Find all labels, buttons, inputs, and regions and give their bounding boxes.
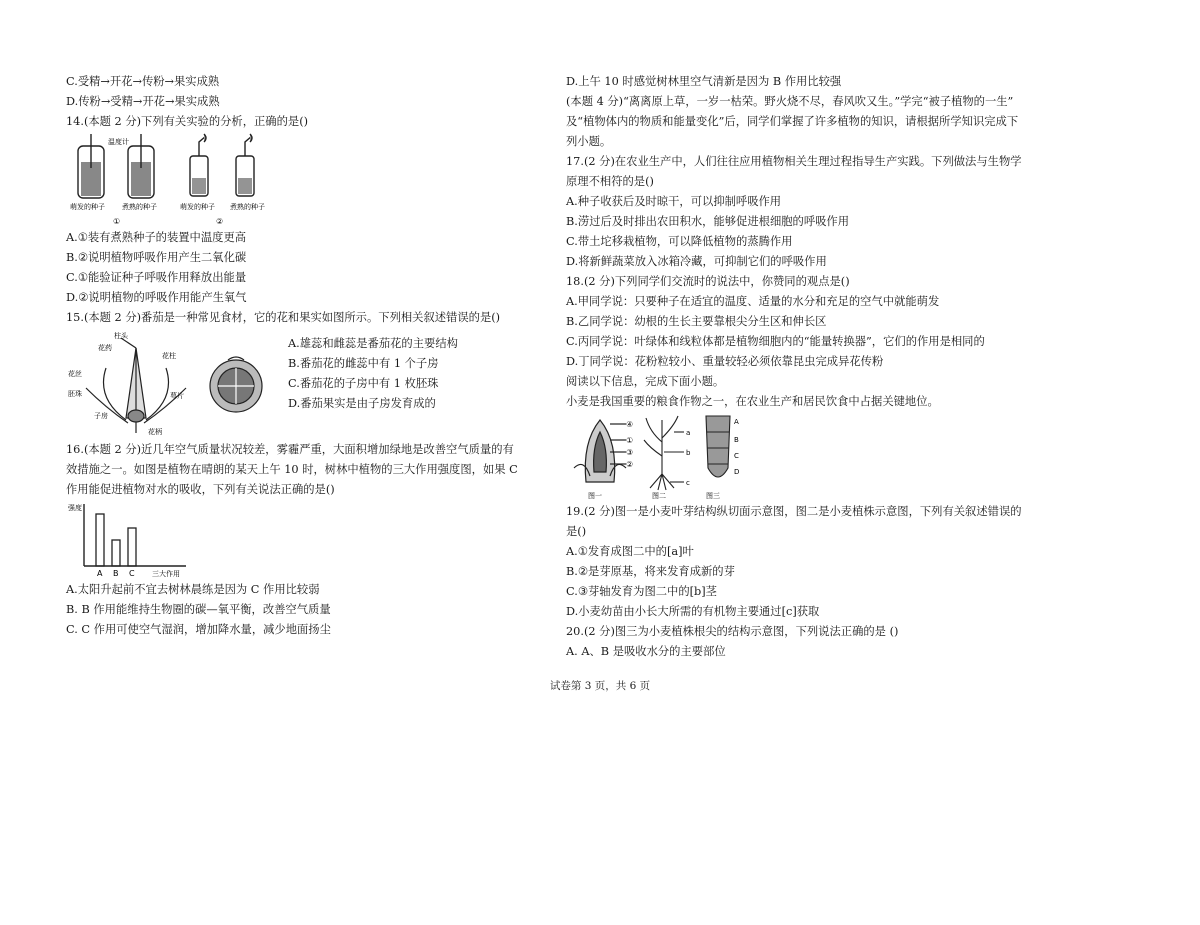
q16-option-b: B. B 作用能维持生物圈的碳—氧平衡，改善空气质量 — [66, 603, 331, 616]
q17-stem-line1: 17.(2 分)在农业生产中，人们往往应用植物相关生理过程指导生产实践。下列做法与生物学 — [566, 155, 1022, 168]
thermos-flask-2 — [128, 134, 154, 198]
q14-stem: 14.(本题 2 分)下列有关实验的分析，正确的是() — [66, 115, 309, 128]
q15-figure-block — [66, 328, 536, 440]
q16-option-d: D.上午 10 时感觉树林里空气清新是因为 B 作用比较强 — [566, 75, 842, 88]
q14-option-a: A.①装有煮熟种子的装置中温度更高 — [66, 231, 247, 244]
svg-text:B: B — [734, 436, 739, 444]
q18-option-d: D.丁同学说：花粉粒较小、重量较轻必须依靠昆虫完成异花传粉 — [566, 355, 884, 368]
svg-text:③: ③ — [626, 448, 634, 457]
svg-text:花丝: 花丝 — [68, 370, 82, 378]
q13-option-d: D.传粉→受精→开花→果实成熟 — [66, 95, 220, 108]
q19-stem-line2: 是() — [566, 525, 587, 538]
x-tick-b: B — [113, 569, 119, 578]
svg-text:①: ① — [626, 436, 634, 445]
q17-option-a: A.种子收获后及时晾干，可以抑制呼吸作用 — [566, 195, 782, 208]
wheat-figures — [566, 412, 1036, 502]
fig2-caption: 图二 — [652, 492, 666, 500]
svg-text:④: ④ — [626, 420, 634, 429]
q15-option-c: C.番茄花的子房中有 1 枚胚珠 — [288, 377, 439, 390]
section-intro-line1: (本题 4 分)“离离原上草，一岁一枯荣。野火烧不尽，春风吹又生。”学完“被子植物的一生” — [566, 95, 1014, 108]
wheat-plant-diagram — [644, 416, 684, 490]
page-footer: 试卷第 3 页，共 6 页 — [549, 680, 651, 692]
q18-option-c: C.丙同学说：叶绿体和线粒体都是植物细胞内的“能量转换器”，它们的作用是相同的 — [566, 335, 985, 348]
x-tick-c: C — [129, 569, 135, 578]
q16-stem-line2: 效措施之一。如图是植物在晴朗的某天上午 10 时，树林中植物的三大作用强度图，如果 C — [66, 463, 518, 476]
q20-stem: 20.(2 分)图三为小麦植株根尖的结构示意图，下列说法正确的是 () — [566, 625, 899, 638]
fig3-caption: 图三 — [706, 492, 720, 500]
q14-option-c: C.①能验证种子呼吸作用释放出能量 — [66, 271, 247, 284]
q16-stem-line1: 16.(本题 2 分)近几年空气质量状况较差，雾霾严重，大面积增加绿地是改善空气质量的有 — [66, 443, 514, 456]
q15-option-d: D.番茄果实是由子房发育成的 — [288, 397, 436, 410]
x-axis-label: 三大作用 — [152, 570, 180, 578]
q14-option-b: B.②说明植物呼吸作用产生二氧化碳 — [66, 251, 247, 264]
svg-text:②: ② — [626, 460, 634, 469]
q18-option-b: B.乙同学说：幼根的生长主要靠根尖分生区和伸长区 — [566, 315, 827, 328]
fig2-seed-a-label: 萌发的种子 — [180, 203, 215, 211]
q19-option-b: B.②是芽原基，将来发育成新的芽 — [566, 565, 735, 578]
q13-option-c: C.受精→开花→传粉→果实成熟 — [66, 75, 220, 88]
q17-option-b: B.涝过后及时排出农田积水，能够促进根细胞的呼吸作用 — [566, 215, 850, 228]
svg-text:柱头: 柱头 — [114, 332, 128, 340]
q18-option-a: A.甲同学说：只要种子在适宜的温度、适量的水分和充足的空气中就能萌发 — [566, 295, 940, 308]
fig1-caption: 图一 — [588, 492, 602, 500]
svg-text:萼片: 萼片 — [170, 392, 184, 400]
fig1-number: ① — [113, 217, 121, 226]
q15-option-b: B.番茄花的雌蕊中有 1 个子房 — [288, 357, 439, 370]
q19-option-d: D.小麦幼苗由小长大所需的有机物主要通过[c]获取 — [566, 605, 820, 618]
svg-text:A: A — [734, 418, 739, 426]
reading-instruction: 阅读以下信息，完成下面小题。 — [566, 375, 725, 388]
svg-text:花药: 花药 — [98, 344, 112, 352]
y-axis-label: 强度 — [68, 504, 82, 512]
x-tick-a: A — [97, 569, 103, 578]
q20-option-a: A. A、B 是吸收水分的主要部位 — [566, 645, 726, 658]
bar-a — [96, 514, 104, 566]
q16-option-a: A.太阳升起前不宜去树林晨练是因为 C 作用比较弱 — [66, 583, 320, 596]
svg-text:花柄: 花柄 — [148, 428, 162, 436]
svg-text:子房: 子房 — [94, 412, 108, 420]
q19-option-c: C.③芽轴发育为图二中的[b]茎 — [566, 585, 717, 598]
thermometer-label: 温度计 — [108, 138, 129, 146]
bud-section-diagram — [574, 420, 626, 482]
tomato-fruit-diagram — [210, 357, 262, 412]
right-column — [566, 72, 1036, 662]
bar-b — [112, 540, 120, 566]
bottle-2 — [236, 134, 254, 196]
fig2-number: ② — [216, 217, 224, 226]
svg-text:c: c — [686, 479, 690, 487]
q17-option-d: D.将新鲜蔬菜放入冰箱冷藏，可抑制它们的呼吸作用 — [566, 255, 827, 268]
fig2-seed-b-label: 煮熟的种子 — [230, 203, 265, 211]
left-column — [66, 72, 536, 640]
bar-c — [128, 528, 136, 566]
q15-stem: 15.(本题 2 分)番茄是一种常见食材，它的花和果实如图所示。下列相关叙述错误的是() — [66, 311, 501, 324]
section-intro-line2: 及“植物体内的物质和能量变化”后，同学们掌握了许多植物的知识，请根据所学知识完成下 — [566, 115, 1019, 128]
wheat-intro: 小麦是我国重要的粮食作物之一，在农业生产和居民饮食中占据关键地位。 — [566, 395, 939, 408]
svg-text:胚珠: 胚珠 — [68, 390, 82, 398]
svg-text:C: C — [734, 452, 739, 460]
q17-stem-line2: 原理不相符的是() — [566, 175, 654, 188]
fig1-seed-b-label: 煮熟的种子 — [122, 203, 157, 211]
q15-options — [288, 328, 458, 414]
q14-option-d: D.②说明植物的呼吸作用能产生氧气 — [66, 291, 247, 304]
q18-stem: 18.(2 分)下列同学们交流时的说法中，你赞同的观点是() — [566, 275, 850, 288]
root-tip-diagram — [706, 416, 730, 477]
svg-text:a: a — [686, 429, 691, 437]
svg-text:D: D — [734, 468, 740, 476]
fig1-seed-a-label: 萌发的种子 — [70, 203, 105, 211]
section-intro-line3: 列小题。 — [566, 135, 612, 148]
tomato-flower-figure — [66, 328, 276, 438]
bottle-1 — [190, 134, 208, 196]
q14-figure — [66, 132, 536, 228]
svg-text:花柱: 花柱 — [162, 352, 176, 360]
q15-option-a: A.雄蕊和雌蕊是番茄花的主要结构 — [288, 337, 458, 350]
q19-option-a: A.①发育成图二中的[a]叶 — [566, 545, 694, 558]
q16-bar-chart — [66, 500, 536, 580]
q16-stem-line3: 作用能促进植物对水的吸收，下列有关说法正确的是() — [66, 483, 335, 496]
q16-option-c: C. C 作用可使空气湿润，增加降水量，减少地面扬尘 — [66, 623, 331, 636]
svg-text:b: b — [686, 449, 691, 457]
thermos-flask-1 — [78, 134, 104, 198]
q19-stem-line1: 19.(2 分)图一是小麦叶芽结构纵切面示意图，图二是小麦植株示意图，下列有关叙述错误的 — [566, 505, 1022, 518]
q17-option-c: C.带土坨移栽植物，可以降低植物的蒸腾作用 — [566, 235, 793, 248]
